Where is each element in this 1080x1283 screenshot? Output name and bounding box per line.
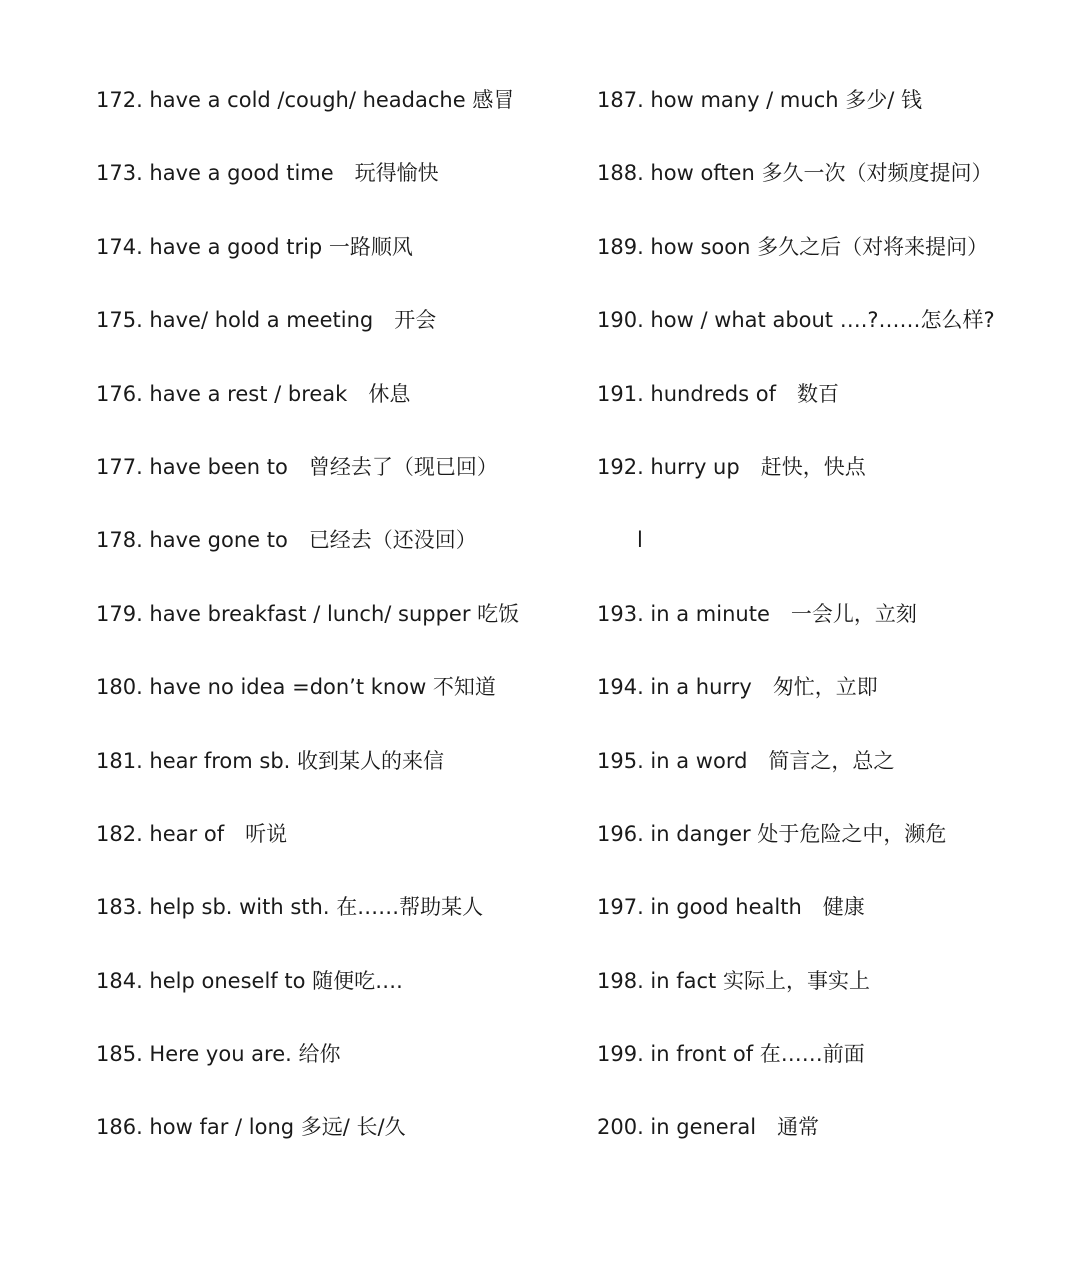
phrase-entry-194: 194. in a hurry 匆忙，立即 bbox=[597, 675, 878, 700]
stray-mark: l bbox=[637, 528, 643, 553]
phrase-entry-200: 200. in general 通常 bbox=[597, 1115, 820, 1140]
phrase-entry-180: 180. have no idea =don’t know 不知道 bbox=[96, 675, 496, 700]
phrase-entry-176: 176. have a rest / break 休息 bbox=[96, 381, 411, 406]
phrase-entry-181: 181. hear from sb. 收到某人的来信 bbox=[96, 748, 445, 773]
phrase-entry-186: 186. how far / long 多远/ 长/久 bbox=[96, 1115, 406, 1140]
phrase-entry-182: 182. hear of 听说 bbox=[96, 821, 288, 846]
phrase-entry-195: 195. in a word 简言之，总之 bbox=[597, 748, 895, 773]
phrase-entry-189: 189. how soon 多久之后（对将来提问） bbox=[597, 234, 989, 259]
phrase-entry-199: 199. in front of 在……前面 bbox=[597, 1042, 865, 1067]
left-column bbox=[96, 78, 566, 1179]
phrase-entry-193: 193. in a minute 一会儿，立刻 bbox=[597, 601, 917, 626]
phrase-entry-177: 177. have been to 曾经去了（现已回） bbox=[96, 454, 498, 479]
phrase-entry-173: 173. have a good time 玩得愉快 bbox=[96, 161, 439, 186]
phrase-entry-183: 183. help sb. with sth. 在……帮助某人 bbox=[96, 895, 484, 920]
phrase-entry-184: 184. help oneself to 随便吃…. bbox=[96, 968, 403, 993]
phrase-entry-188: 188. how often 多久一次（对频度提问） bbox=[597, 161, 993, 186]
phrase-entry-192: 192. hurry up 赶快，快点 bbox=[597, 454, 866, 479]
phrase-entry-175: 175. have/ hold a meeting 开会 bbox=[96, 308, 437, 333]
phrase-entry-198: 198. in fact 实际上，事实上 bbox=[597, 968, 870, 993]
phrase-entry-179: 179. have breakfast / lunch/ supper 吃饭 bbox=[96, 601, 520, 626]
phrase-entry-197: 197. in good health 健康 bbox=[597, 895, 865, 920]
phrase-entry-185: 185. Here you are. 给你 bbox=[96, 1042, 341, 1067]
phrase-entry-196: 196. in danger 处于危险之中，濒危 bbox=[597, 821, 947, 846]
right-column bbox=[597, 78, 1067, 1179]
phrase-entry-178: 178. have gone to 已经去（还没回） bbox=[96, 528, 477, 553]
phrase-entry-172: 172. have a cold /cough/ headache 感冒 bbox=[96, 88, 515, 112]
phrase-entry-187: 187. how many / much 多少/ 钱 bbox=[597, 88, 922, 112]
phrase-entry-191: 191. hundreds of 数百 bbox=[597, 381, 839, 406]
phrase-entry-174: 174. have a good trip 一路顺风 bbox=[96, 234, 413, 259]
phrase-entry-190: 190. how / what about ….?……怎么样? bbox=[597, 308, 995, 333]
